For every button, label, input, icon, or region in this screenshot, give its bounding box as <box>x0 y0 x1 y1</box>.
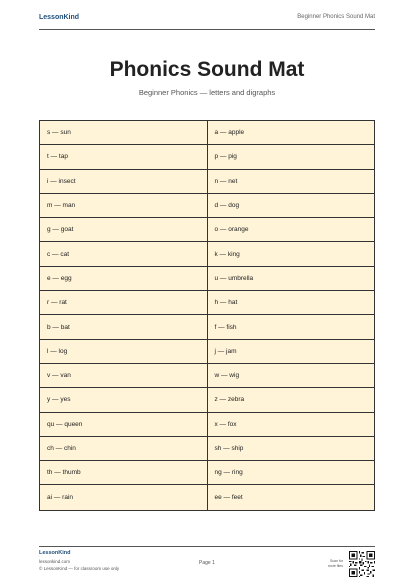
page-title: Phonics Sound Mat <box>109 58 305 81</box>
mat-cell-right: a — apple <box>214 129 245 137</box>
mat-row <box>40 315 374 339</box>
mat-cell-right: p — pig <box>214 153 237 161</box>
mat-row <box>40 413 374 437</box>
page-number: Page 1 <box>199 560 215 566</box>
mat-cell-left: i — insect <box>40 170 208 193</box>
mat-cell-right: n — net <box>214 177 238 185</box>
mat-row <box>40 388 374 412</box>
mat-row <box>40 461 374 485</box>
mat-cell-right: d — dog <box>214 202 240 210</box>
mat-cell-right: f — fish <box>214 323 237 331</box>
mat-row <box>40 170 374 194</box>
mat-cell-left: th — thumb <box>40 461 208 484</box>
mat-cell-left: r — rat <box>40 291 208 314</box>
mat-cell-left: s — sun <box>40 121 208 144</box>
mat-cell-right: u — umbrella <box>214 274 254 282</box>
mat-row <box>40 194 374 218</box>
mat-row <box>40 218 374 242</box>
mat-cell-right: j — jam <box>214 347 237 355</box>
footer-site-link[interactable]: lessonkind.com <box>39 559 71 564</box>
mat-cell-left: qu — queen <box>40 413 208 436</box>
mat-cell-left: c — cat <box>40 242 208 265</box>
mat-cell-right: ee — feet <box>214 494 243 502</box>
sound-mat-table <box>39 120 375 511</box>
mat-row <box>40 145 374 169</box>
page-subtitle: Beginner Phonics — letters and digraphs <box>138 88 276 97</box>
mat-cell-right: o — orange <box>214 226 249 234</box>
page-footer <box>39 550 375 578</box>
mat-cell-left: e — egg <box>40 267 208 290</box>
footer-copyright: © LessonKind — for classroom use only <box>39 566 120 571</box>
mat-cell-right: ng — ring <box>214 469 243 477</box>
mat-row <box>40 291 374 315</box>
mat-cell-left: ch — chin <box>40 437 208 460</box>
scan-caption-line1: Scan for <box>329 559 343 563</box>
header-doc-title: Beginner Phonics Sound Mat <box>297 14 375 20</box>
qr-code-icon[interactable] <box>349 551 375 577</box>
footer-divider <box>39 546 375 547</box>
footer-brand: LessonKind <box>39 550 71 556</box>
mat-cell-left: y — yes <box>40 388 208 411</box>
mat-cell-left: g — goat <box>40 218 208 241</box>
brand-name[interactable]: LessonKind <box>39 14 80 21</box>
page-header <box>39 14 375 30</box>
mat-row <box>40 121 374 145</box>
mat-row <box>40 485 374 509</box>
mat-cell-right: w — wig <box>214 372 240 380</box>
mat-cell-left: ai — rain <box>40 485 208 509</box>
mat-cell-right: z — zebra <box>214 396 245 404</box>
header-divider <box>39 29 375 30</box>
mat-cell-left: b — bat <box>40 315 208 338</box>
mat-row <box>40 364 374 388</box>
mat-row <box>40 437 374 461</box>
mat-cell-right: x — fox <box>214 420 237 428</box>
mat-cell-right: h — hat <box>214 299 238 307</box>
scan-caption-line2: more files <box>327 563 343 568</box>
mat-cell-left: t — tap <box>40 145 208 168</box>
mat-cell-left: v — van <box>40 364 208 387</box>
scan-caption <box>328 559 343 568</box>
mat-row <box>40 267 374 291</box>
mat-cell-left: m — man <box>40 194 208 217</box>
mat-row <box>40 242 374 266</box>
mat-cell-right: sh — ship <box>214 445 244 452</box>
mat-row <box>40 340 374 364</box>
mat-cell-left: l — log <box>40 340 208 363</box>
mat-cell-right: k — king <box>214 250 240 258</box>
